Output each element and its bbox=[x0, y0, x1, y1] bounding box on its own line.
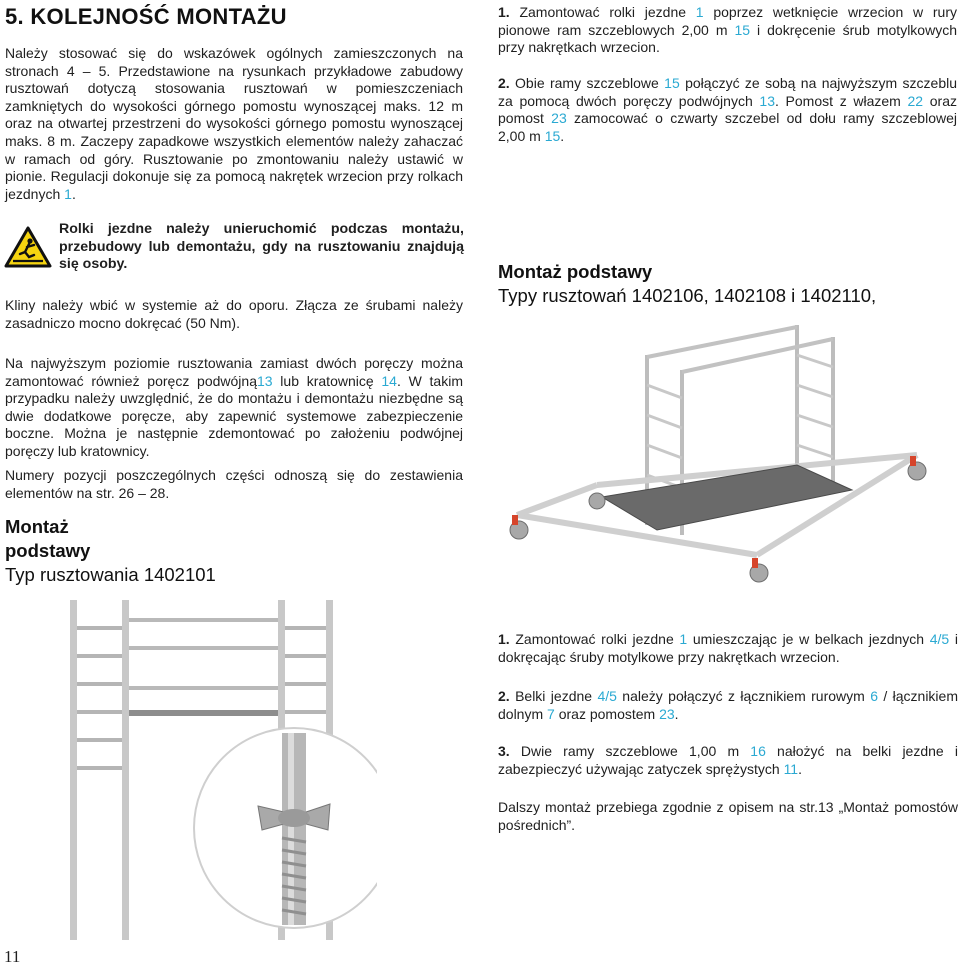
wedges-paragraph: Kliny należy wbić w systemie aż do oporu. Złącza ze śrubami należy zasadniczo mocno dokręcać (50 Nm). bbox=[5, 297, 463, 331]
intro-end: . bbox=[71, 185, 76, 202]
part-ref: 15 bbox=[664, 75, 680, 91]
left-section-heading bbox=[5, 515, 305, 587]
heading-line: podstawy bbox=[5, 540, 91, 561]
step-text: i dokręcenie śrub motylkowych przy nakrętkach wrzecion. bbox=[498, 21, 957, 56]
slip-hazard-warning-icon bbox=[4, 226, 52, 268]
part-ref: 1 bbox=[679, 631, 688, 647]
further-assembly-note: Dalszy montaż przebiega zgodnie z opisem na str.13 „Montaż pomostów pośrednich”. bbox=[498, 799, 958, 833]
part-ref: 23 bbox=[659, 705, 675, 722]
heading-subline: Typy rusztowań 1402106, 1402108 i 1402110, bbox=[498, 285, 877, 306]
step-number: 2. bbox=[498, 75, 510, 91]
heading-line: Montaż podstawy bbox=[498, 261, 653, 282]
right-bottom-step-3 bbox=[498, 743, 958, 778]
step-text: . bbox=[560, 127, 565, 144]
step-text: Dwie ramy szczeblowe 1,00 m bbox=[509, 743, 751, 759]
right-bottom-step-1 bbox=[498, 631, 958, 666]
step-text: nałożyć na belki jezdne i zabezpieczyć używając zatyczek sprężystych bbox=[498, 743, 958, 777]
numbers-note: Numery pozycji poszczególnych części odnoszą się do zestawienia elementów na str. 26 – 28. bbox=[5, 467, 463, 501]
step-text: . Pomost z włazem bbox=[774, 92, 908, 109]
right-step-1 bbox=[498, 4, 957, 57]
step-text: / łącznikiem dolnym bbox=[498, 688, 958, 722]
step-text: i dokręcając śruby motylkowe przy nakrętkach wrzecion. bbox=[498, 631, 958, 665]
step-text: oraz pomostem bbox=[554, 705, 660, 722]
part-ref: 13 bbox=[257, 372, 273, 389]
part-ref: 4/5 bbox=[929, 631, 950, 647]
heading-line: Montaż bbox=[5, 516, 69, 537]
rolling-base-illustration bbox=[497, 325, 957, 600]
warning-text: Rolki jezdne należy unieruchomić podczas montażu, przebudowy lub demontażu, gdy na rusztowaniu znajdują się osoby. bbox=[59, 221, 464, 273]
step-number: 3. bbox=[498, 743, 510, 759]
part-ref: 22 bbox=[907, 92, 924, 109]
step-text: . bbox=[798, 760, 802, 777]
step-number: 2. bbox=[498, 688, 510, 704]
page-number: 11 bbox=[4, 947, 21, 966]
step-text: umieszczając je w belkach jezdnych bbox=[687, 631, 930, 647]
paragraph-text: lub kratownicę bbox=[272, 372, 382, 389]
step-text: połączyć ze sobą na najwyższym szczeblu za pomocą dwóch poręczy podwójnych bbox=[498, 75, 958, 109]
step-text: . bbox=[674, 705, 679, 722]
page-title: 5. KOLEJNOŚĆ MONTAŻU bbox=[5, 4, 287, 29]
part-ref: 14 bbox=[381, 372, 397, 389]
step-number: 1. bbox=[498, 631, 510, 647]
paragraph-text: . W takim przypadku należy uwzględnić, że do montażu i demontażu niezbędne są dwie dodatkowe poręcze, aby zapewnić systemowe zabezpieczenie boczne. Można je następnie zdemontować po założeniu podwójnej poręczy lub kratownicy. bbox=[5, 372, 463, 459]
scaffold-base-illustration bbox=[62, 598, 377, 940]
intro-paragraph bbox=[5, 45, 463, 203]
part-ref: 15 bbox=[734, 21, 751, 38]
right-section-heading bbox=[498, 260, 958, 308]
top-level-paragraph bbox=[5, 355, 463, 461]
step-text: Obie ramy szczeblowe bbox=[509, 75, 665, 91]
step-text: zamocować o czwarty szczebel od dołu ramy szczeblowej 2,00 m bbox=[498, 110, 957, 144]
part-ref: 13 bbox=[759, 92, 775, 109]
part-ref: 1 bbox=[64, 185, 72, 202]
part-ref: 1 bbox=[695, 4, 704, 20]
paragraph-text: Na najwyższym poziomie rusztowania zamiast dwóch poręczy można zamontować również poręcz podwójną bbox=[5, 355, 463, 389]
right-bottom-step-2 bbox=[498, 688, 958, 723]
step-text: Zamontować rolki jezdne bbox=[509, 631, 680, 647]
part-ref: 11 bbox=[783, 760, 799, 777]
part-ref: 16 bbox=[750, 743, 766, 759]
part-ref: 23 bbox=[551, 110, 567, 127]
right-step-2 bbox=[498, 75, 957, 145]
part-ref: 15 bbox=[544, 127, 561, 144]
step-text: Belki jezdne bbox=[509, 688, 598, 704]
step-text: należy połączyć z łącznikiem rurowym bbox=[616, 688, 871, 704]
part-ref: 4/5 bbox=[597, 688, 617, 704]
step-number: 1. bbox=[498, 4, 510, 20]
step-text: oraz pomost bbox=[498, 92, 957, 127]
part-ref: 6 bbox=[870, 688, 878, 704]
part-ref: 7 bbox=[547, 705, 555, 722]
step-text: Zamontować rolki jezdne bbox=[509, 4, 696, 20]
step-text: poprzez wetknięcie wrzecion w rury pionowe ram szczeblowych 2,00 m bbox=[498, 4, 957, 38]
heading-subline: Typ rusztowania 1402101 bbox=[5, 564, 216, 585]
intro-text: Należy stosować się do wskazówek ogólnych zamieszczonych na stronach 4 – 5. Przedstawione na rysunkach przykładowe zabudowy rusztowań dotyczą stosowania rusztowań w pomieszczeniach zamkniętych do wysokości górnego pomostu wynoszącej maks. 12 m oraz na otwartej przestrzeni do wysokości górnego pomostu wynoszącej maks. 8 m. Zaczepy zapadkowe wszystkich elementów należy zahaczać w ramach od góry. Rusztowanie po zmontowaniu należy ustawić w pionie. Regulacji dokonuje się za pomocą nakrętek wrzecion przy rolkach jezdnych bbox=[5, 45, 463, 202]
